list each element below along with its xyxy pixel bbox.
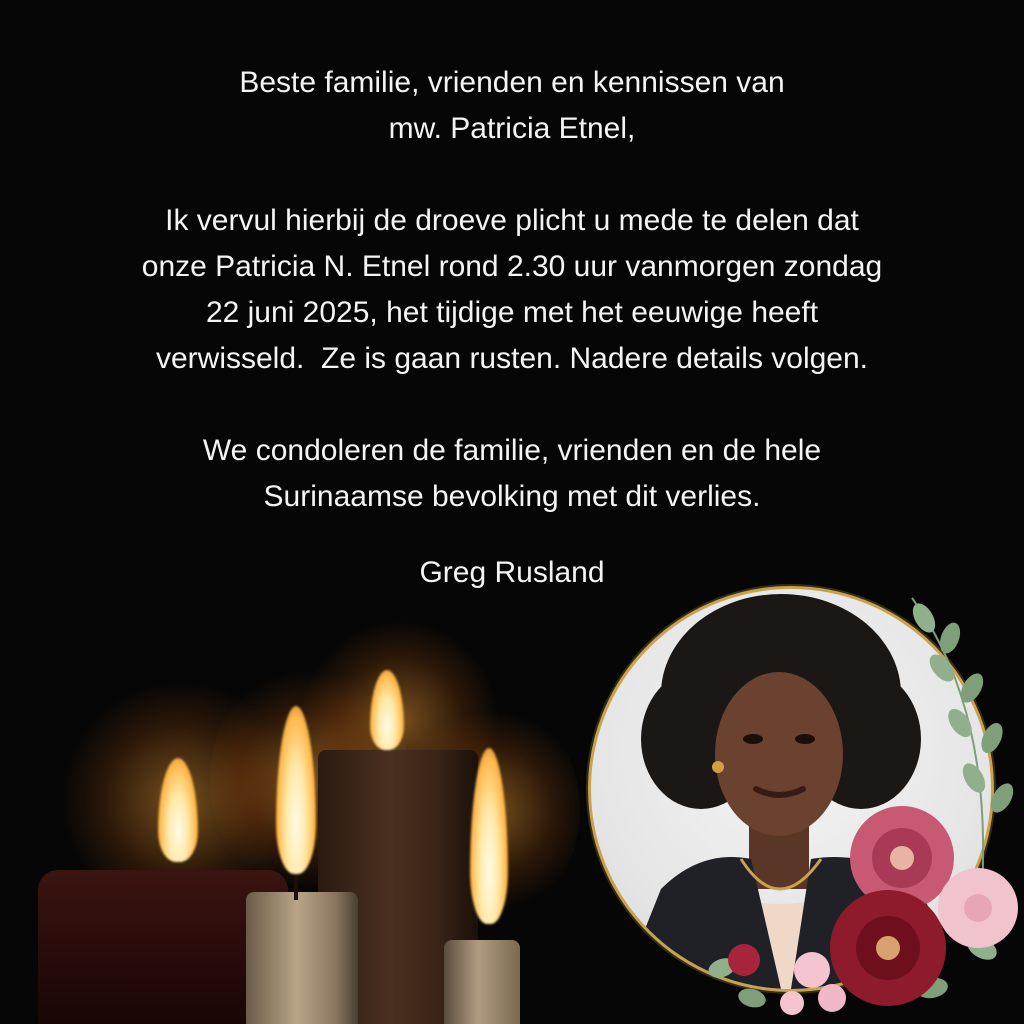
condolence-line: We condoleren de familie, vrienden en de hele bbox=[202, 434, 822, 467]
body-line: 22 juni 2025, het tijdige met het eeuwige heeft bbox=[205, 296, 819, 329]
greeting-line: Beste familie, vrienden en kennissen van bbox=[239, 66, 785, 99]
flower-bouquet bbox=[682, 798, 1024, 1024]
body-line: onze Patricia N. Etnel rond 2.30 uur vanmorgen zondag bbox=[141, 250, 883, 283]
candle bbox=[444, 940, 520, 1024]
body-line: verwisseld. Ze is gaan rusten. Nadere details volgen. bbox=[155, 342, 869, 375]
body-line: Ik vervul hierbij de droeve plicht u mede te delen dat bbox=[165, 204, 859, 237]
candle bbox=[246, 892, 358, 1024]
signature: Greg Rusland bbox=[419, 556, 605, 589]
greeting-line: mw. Patricia Etnel, bbox=[388, 112, 636, 145]
condolence-line: Surinaamse bevolking met dit verlies. bbox=[263, 480, 761, 513]
portrait bbox=[582, 578, 1024, 1024]
candles-image bbox=[0, 640, 560, 1024]
announcement-text bbox=[0, 60, 1024, 596]
